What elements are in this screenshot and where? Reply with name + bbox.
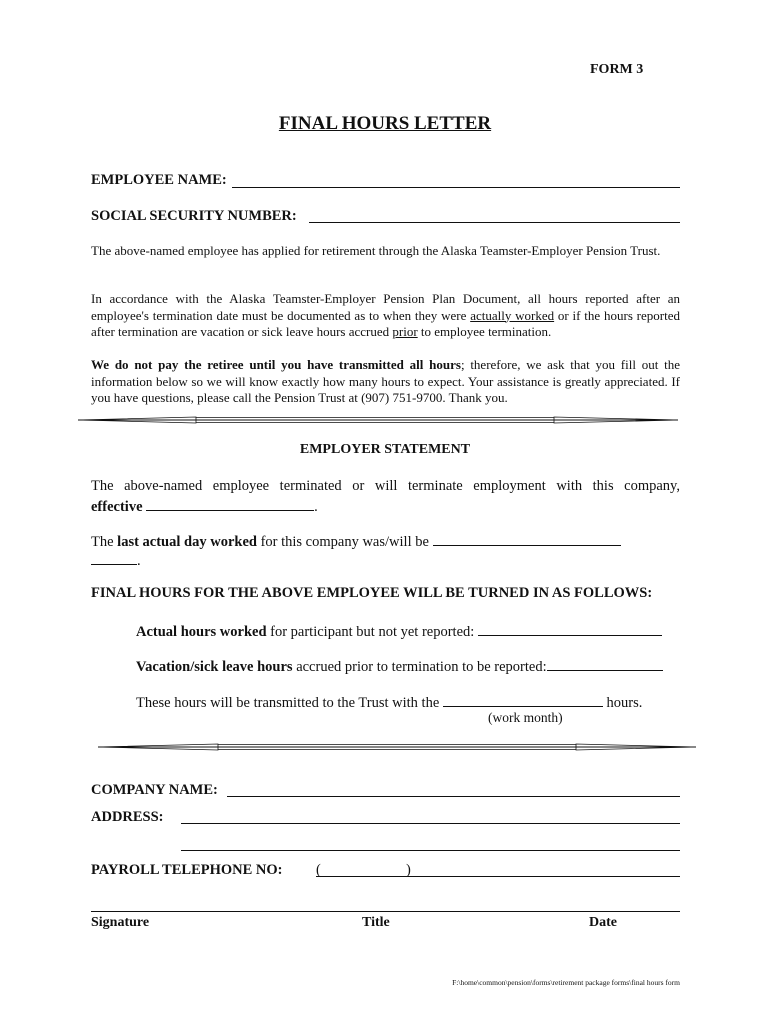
paragraph-intro-text: The above-named employee has applied for retirement through the Alaska Teamster-Employer Pension Trust. xyxy=(91,243,661,258)
area-code-paren-open: ( xyxy=(316,862,321,878)
plan-text-1: In accordance with the Alaska Teamster-Employer Pension Plan Document, all hours reported after an employee's termination date must be documented as to when they were xyxy=(91,291,680,323)
employee-name-field[interactable] xyxy=(232,187,680,188)
address-field-line-2[interactable] xyxy=(181,850,680,851)
last-day-bold: last actual day worked xyxy=(117,534,257,550)
last-day-prefix: The xyxy=(91,534,118,550)
payroll-telephone-label: PAYROLL TELEPHONE NO: xyxy=(91,862,283,878)
company-name-field[interactable] xyxy=(227,796,680,797)
employee-name-label: EMPLOYEE NAME: xyxy=(91,172,227,188)
date-label: Date xyxy=(589,915,617,930)
actual-hours-rest: for participant but not yet reported: xyxy=(266,624,475,640)
actual-hours-row xyxy=(136,621,662,641)
last-day-field-continued[interactable] xyxy=(91,550,137,565)
plan-text-3: to employee termination. xyxy=(417,324,552,339)
payroll-telephone-field[interactable] xyxy=(316,876,680,877)
effective-date-field[interactable] xyxy=(146,496,314,511)
vacation-rest: accrued prior to termination to be reported: xyxy=(292,659,547,675)
payment-text-rest: ; therefore, we ask that you fill out the information below so we will know exactly how many hours to expect. Your assistance is greatly appreciated. If you have questions, please call the Pension Trust at (907) 751-9700. Thank you. xyxy=(91,357,680,405)
paragraph-payment xyxy=(91,357,680,407)
payment-text-bold: We do not pay the retiree until you have transmitted all hours xyxy=(91,357,461,372)
title-label: Title xyxy=(362,915,390,930)
plan-text-underline-actually: actually worked xyxy=(470,307,555,323)
area-code-paren-close: ) xyxy=(406,862,411,878)
plan-text-underline-prior: prior xyxy=(392,324,418,339)
address-field-line-1[interactable] xyxy=(181,823,680,824)
last-day-suffix: for this company was/will be xyxy=(256,534,429,550)
page-title: FINAL HOURS LETTER xyxy=(278,113,492,134)
separator-arrow-bar-top xyxy=(78,413,678,427)
plan-text-2: or if the hours reported after termination are vacation or sick leave hours accrued xyxy=(91,307,680,339)
employer-statement-heading: EMPLOYER STATEMENT xyxy=(299,442,471,457)
effective-label: effective xyxy=(91,499,143,515)
actual-hours-bold: Actual hours worked xyxy=(136,624,267,640)
transmit-text: These hours will be transmitted to the Trust with the xyxy=(136,695,440,711)
ssn-field[interactable] xyxy=(309,222,680,223)
signature-line[interactable] xyxy=(91,911,680,912)
vacation-row xyxy=(136,656,663,676)
paragraph-intro xyxy=(91,243,680,260)
company-name-label: COMPANY NAME: xyxy=(91,782,218,798)
signature-label: Signature xyxy=(91,915,150,930)
actual-hours-field[interactable] xyxy=(478,621,662,636)
vacation-hours-field[interactable] xyxy=(547,656,663,671)
form-label: FORM 3 xyxy=(590,62,644,77)
address-label: ADDRESS: xyxy=(91,809,164,825)
final-hours-heading: FINAL HOURS FOR THE ABOVE EMPLOYEE WILL BE TURNED IN AS FOLLOWS: xyxy=(91,585,653,601)
paragraph-plan-document xyxy=(91,291,680,341)
transmit-row xyxy=(136,692,642,712)
work-month-field[interactable] xyxy=(443,692,603,707)
last-day-field[interactable] xyxy=(433,531,621,546)
vacation-bold: Vacation/sick leave hours xyxy=(136,659,293,675)
file-path-footer: F:\home\common\pension\forms\retirement package forms\final hours form xyxy=(452,978,680,987)
statement-effective-row: effective . xyxy=(91,496,318,516)
statement-text: The above-named employee terminated or will terminate employment with this company, xyxy=(91,478,680,494)
last-day-row xyxy=(91,531,621,551)
separator-arrow-bar-bottom xyxy=(98,740,696,754)
work-month-caption: (work month) xyxy=(488,710,563,725)
ssn-label: SOCIAL SECURITY NUMBER: xyxy=(91,208,297,224)
last-day-continuation: . xyxy=(91,550,141,570)
transmit-suffix: hours. xyxy=(606,695,643,711)
